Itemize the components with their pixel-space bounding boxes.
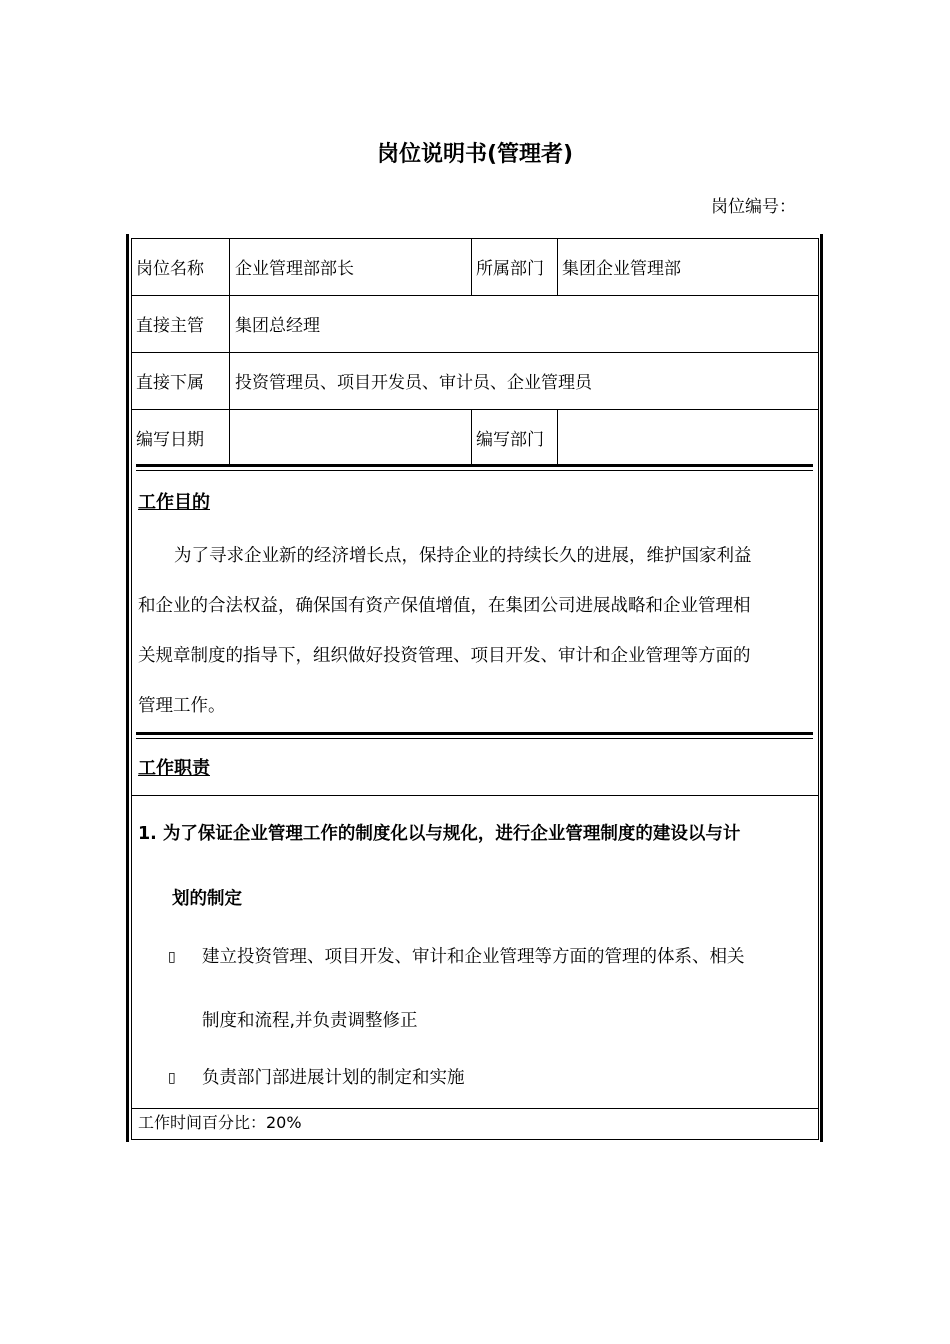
position-name-value: 企业管理部部长 bbox=[235, 259, 354, 279]
double-rule bbox=[136, 732, 813, 735]
row-divider bbox=[131, 1108, 819, 1109]
purpose-paragraph bbox=[138, 531, 812, 731]
position-code-label: 岗位编号： bbox=[711, 197, 796, 217]
subordinates-label: 直接下属 bbox=[136, 373, 204, 393]
duty-bullet-text-cont: 制度和流程,并负责调整修正 bbox=[202, 1011, 418, 1031]
double-rule bbox=[136, 738, 813, 739]
col-divider bbox=[471, 238, 472, 295]
bullet-icon: ▯ bbox=[168, 949, 176, 965]
row-divider bbox=[131, 795, 819, 796]
duty-item-heading: 1. 为了保证企业管理工作的制度化以与规化，进行企业管理制度的建设以与计 bbox=[138, 824, 741, 844]
row-divider bbox=[131, 409, 819, 410]
paragraph-line: 为了寻求企业新的经济增长点，保持企业的持续长久的进展，维护国家利益 bbox=[174, 546, 752, 566]
supervisor-value: 集团总经理 bbox=[235, 316, 320, 336]
duties-heading: 工作职责 bbox=[138, 758, 210, 779]
department-label: 所属部门 bbox=[476, 259, 544, 279]
subordinates-value: 投资管理员、项目开发员、审计员、企业管理员 bbox=[235, 373, 592, 393]
duty-bullet-text: 负责部门部进展计划的制定和实施 bbox=[202, 1068, 465, 1088]
purpose-heading: 工作目的 bbox=[138, 492, 210, 513]
position-name-label: 岗位名称 bbox=[136, 259, 204, 279]
double-rule bbox=[136, 464, 813, 467]
row-divider bbox=[131, 295, 819, 296]
page-title: 岗位说明书(管理者) bbox=[376, 142, 574, 167]
col-divider bbox=[229, 238, 230, 466]
paragraph-line: 关规章制度的指导下，组织做好投资管理、项目开发、审计和企业管理等方面的 bbox=[138, 646, 751, 666]
supervisor-label: 直接主管 bbox=[136, 316, 204, 336]
col-divider bbox=[557, 409, 558, 466]
col-divider bbox=[471, 409, 472, 466]
paragraph-line: 管理工作。 bbox=[138, 696, 226, 716]
author-dept-label: 编写部门 bbox=[476, 430, 544, 450]
col-divider bbox=[557, 238, 558, 295]
paragraph-line: 和企业的合法权益，确保国有资产保值增值，在集团公司进展战略和企业管理相 bbox=[138, 596, 751, 616]
double-rule bbox=[136, 470, 813, 471]
duty-bullet-text: 建立投资管理、项目开发、审计和企业管理等方面的管理的体系、相关 bbox=[202, 947, 745, 967]
duty-item-heading-cont: 划的制定 bbox=[172, 889, 242, 909]
time-ratio: 工作时间百分比：20% bbox=[138, 1113, 302, 1132]
bullet-icon: ▯ bbox=[168, 1070, 176, 1086]
department-value: 集团企业管理部 bbox=[562, 259, 681, 279]
date-label: 编写日期 bbox=[136, 430, 204, 450]
row-divider bbox=[131, 352, 819, 353]
